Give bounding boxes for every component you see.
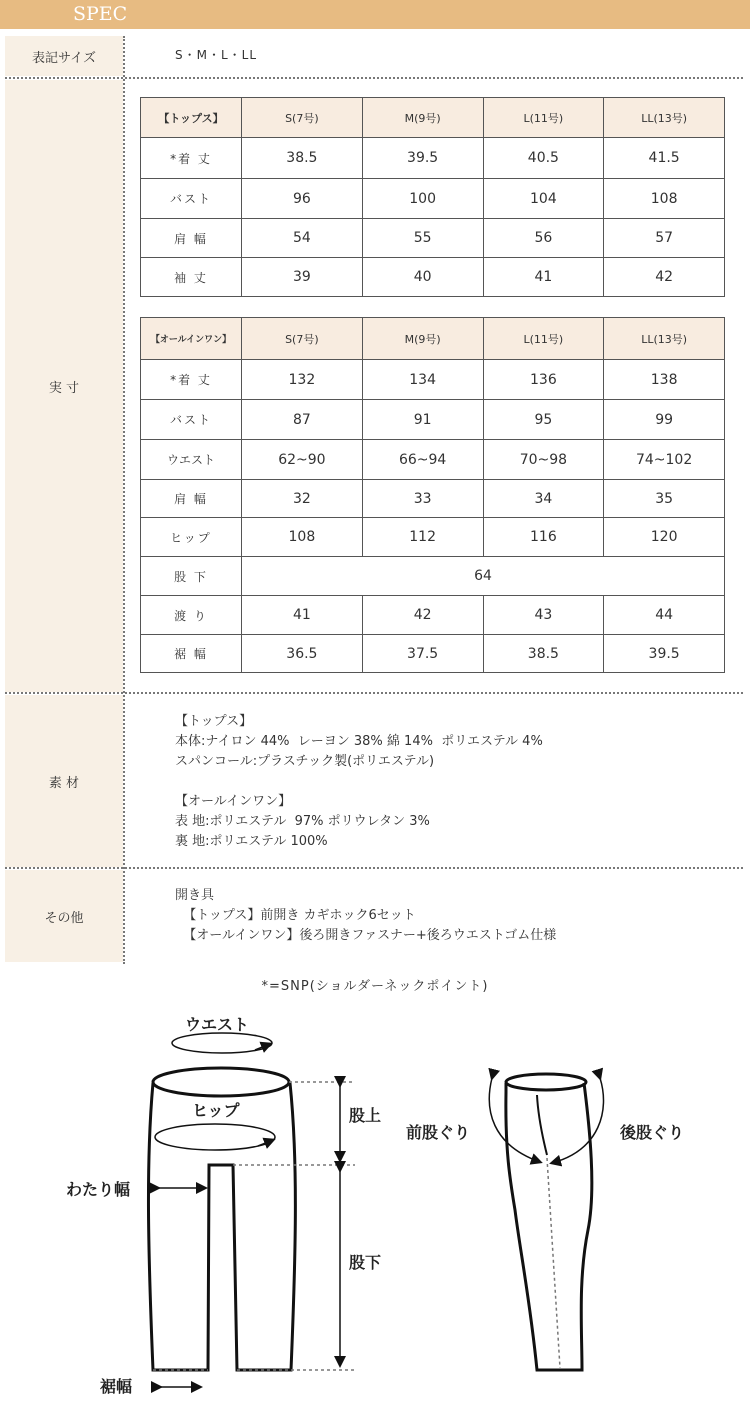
spec-title: SPEC — [73, 3, 128, 25]
table-row — [141, 440, 725, 480]
hem-label: 裾幅 — [100, 1377, 133, 1396]
table-cell: 44 — [604, 596, 725, 635]
table-cell: 120 — [604, 518, 725, 557]
row-label: ヒップ — [141, 518, 242, 557]
divider — [5, 77, 743, 79]
table-header-row — [141, 318, 725, 360]
table-cell: 112 — [362, 518, 483, 557]
spec-header — [0, 0, 750, 29]
table-cell: 40.5 — [483, 138, 604, 179]
divider — [5, 692, 743, 694]
table-row — [141, 219, 725, 258]
table-cell: 33 — [362, 480, 483, 518]
table-cell: 42 — [362, 596, 483, 635]
table-row — [141, 480, 725, 518]
column-divider — [123, 36, 125, 964]
table-row — [141, 179, 725, 219]
table-cell: 91 — [362, 400, 483, 440]
table-cell: 99 — [604, 400, 725, 440]
table-row — [141, 400, 725, 440]
table-row — [141, 518, 725, 557]
other-text — [175, 886, 556, 946]
front-rise-label: 前股ぐり — [406, 1123, 471, 1142]
divider — [5, 867, 743, 869]
table-cell: 41 — [242, 596, 363, 635]
row-label: バスト — [141, 179, 242, 219]
table-cell: 96 — [242, 179, 363, 219]
material-line: 表 地:ポリエステル 97% ポリウレタン 3% — [175, 814, 430, 829]
other-label: その他 — [5, 870, 123, 962]
table-cell: 36.5 — [242, 635, 363, 673]
table-cell: 62~90 — [242, 440, 363, 480]
table-header-cell: L(11号) — [483, 98, 604, 138]
table-cell: 56 — [483, 219, 604, 258]
table-cell: 66~94 — [362, 440, 483, 480]
table-cell: 100 — [362, 179, 483, 219]
table-cell: 87 — [242, 400, 363, 440]
table-row — [141, 360, 725, 400]
table-row — [141, 258, 725, 297]
rise-label: 股上 — [349, 1106, 382, 1125]
table-header-cell: LL(13号) — [604, 318, 725, 360]
waist-label: ウエスト — [185, 1015, 250, 1034]
row-label: *着 丈 — [141, 360, 242, 400]
table-cell: 95 — [483, 400, 604, 440]
table-cell: 104 — [483, 179, 604, 219]
table-header-cell: L(11号) — [483, 318, 604, 360]
table-cell: 37.5 — [362, 635, 483, 673]
table-header-row — [141, 98, 725, 138]
row-label: 渡 り — [141, 596, 242, 635]
other-line: 【オールインワン】後ろ開きファスナー+後ろウエストゴム仕様 — [175, 928, 557, 943]
material-line — [175, 772, 543, 792]
snp-note: *=SNP(ショルダーネックポイント) — [261, 979, 489, 994]
table-cell: 57 — [604, 219, 725, 258]
table-header-cell: S(7号) — [242, 98, 363, 138]
table-cell: 43 — [483, 596, 604, 635]
table-row — [141, 596, 725, 635]
size-notation-label: 表記サイズ — [5, 36, 123, 76]
table-cell: 134 — [362, 360, 483, 400]
row-label: ウエスト — [141, 440, 242, 480]
table-cell: 132 — [242, 360, 363, 400]
table-header-cell: M(9号) — [362, 318, 483, 360]
measurements-label: 実 寸 — [5, 80, 123, 692]
allinone-size-table — [140, 317, 725, 673]
table-cell: 39.5 — [362, 138, 483, 179]
table-cell: 55 — [362, 219, 483, 258]
other-line: 【トップス】前開き カギホック6セット — [175, 908, 416, 923]
table-header-cell: LL(13号) — [604, 98, 725, 138]
table-cell: 74~102 — [604, 440, 725, 480]
inseam-label: 股下 — [349, 1253, 382, 1272]
table-cell: 138 — [604, 360, 725, 400]
table-header-cell: 【オールインワン】 — [141, 318, 242, 360]
hip-label: ヒップ — [192, 1101, 240, 1120]
table-cell: 108 — [242, 518, 363, 557]
row-label: 肩 幅 — [141, 480, 242, 518]
table-cell: 136 — [483, 360, 604, 400]
row-label: バスト — [141, 400, 242, 440]
material-line: 本体:ナイロン 44% レーヨン 38% 綿 14% ポリエステル 4% — [175, 734, 543, 749]
table-cell: 39.5 — [604, 635, 725, 673]
material-line: 裏 地:ポリエステル 100% — [175, 834, 328, 849]
table-row — [141, 635, 725, 673]
row-label: 裾 幅 — [141, 635, 242, 673]
table-cell: 38.5 — [483, 635, 604, 673]
row-label: 肩 幅 — [141, 219, 242, 258]
table-cell: 42 — [604, 258, 725, 297]
material-line: スパンコール:プラスチック製(ポリエステル) — [175, 754, 435, 769]
table-cell: 38.5 — [242, 138, 363, 179]
table-row — [141, 138, 725, 179]
back-rise-label: 後股ぐり — [620, 1123, 685, 1142]
table-cell: 108 — [604, 179, 725, 219]
table-cell: 35 — [604, 480, 725, 518]
size-notation-value: S・M・L・LL — [175, 48, 258, 62]
table-cell: 34 — [483, 480, 604, 518]
table-header-cell: S(7号) — [242, 318, 363, 360]
table-cell: 32 — [242, 480, 363, 518]
material-line: 【トップス】 — [175, 714, 253, 729]
table-cell: 41.5 — [604, 138, 725, 179]
row-label: 袖 丈 — [141, 258, 242, 297]
pants-side-outline — [506, 1074, 592, 1370]
table-cell: 116 — [483, 518, 604, 557]
material-line: 【オールインワン】 — [175, 794, 292, 809]
table-cell: 39 — [242, 258, 363, 297]
material-label: 素 材 — [5, 695, 123, 867]
table-header-cell: 【トップス】 — [141, 98, 242, 138]
row-label: *着 丈 — [141, 138, 242, 179]
table-cell: 54 — [242, 219, 363, 258]
other-line: 開き具 — [175, 888, 215, 903]
hip-ellipse — [155, 1124, 275, 1150]
table-cell: 40 — [362, 258, 483, 297]
table-cell: 41 — [483, 258, 604, 297]
row-label: 股 下 — [141, 557, 242, 596]
pants-measurement-diagram — [0, 1000, 750, 1419]
table-header-cell: M(9号) — [362, 98, 483, 138]
material-text — [175, 712, 543, 852]
tops-size-table — [140, 97, 725, 297]
table-row — [141, 557, 725, 596]
table-cell: 64 — [242, 557, 725, 596]
table-cell: 70~98 — [483, 440, 604, 480]
thigh-label: わたり幅 — [66, 1180, 131, 1199]
